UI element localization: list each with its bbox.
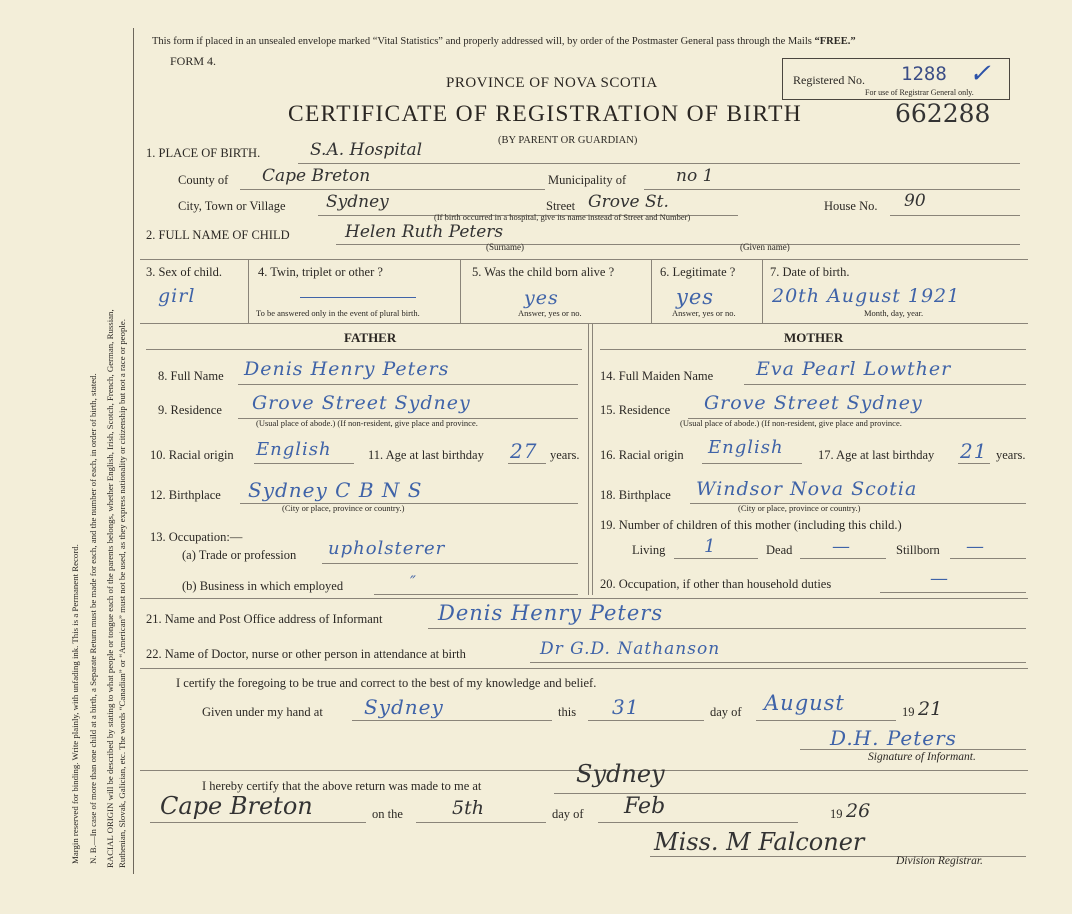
racial-origin-note: RACIAL ORIGIN will be described by stating to what people or tongue each of the parents belongs, whether English, Irish, Scotch, French, German, Russian, [105,309,115,868]
dead-label: Dead [766,543,793,557]
registrar-note: For use of Registrar General only. [865,88,974,97]
registrar-place-value: Sydney [576,760,665,788]
trade-value: upholsterer [328,538,446,559]
parents-divider [588,323,589,595]
mother-years: years. [996,448,1026,462]
parents-divider-2 [592,323,593,595]
nb-note: N. B.—In case of more than one child at a birth, a Separate Return must be made for each, and the number of each, in order of birth, stated. [88,373,98,864]
racial-origin-note-2: Ruthenian, Slovak, Galician, etc. The words “Canadian” or “American” must not be used, as they express nationality or citizenship but not a race or people. [117,319,127,868]
mother-birthplace-value: Windsor Nova Scotia [696,478,918,500]
mother-birthplace-label: 18. Birthplace [600,488,671,502]
father-heading: FATHER [344,330,397,345]
certify-day-line [588,720,704,721]
certificate-title: CERTIFICATE OF REGISTRATION OF BIRTH [288,101,802,127]
informant-signature: D.H. Peters [830,726,957,750]
details-divider-2 [460,259,461,323]
municipality-line [644,189,1020,190]
street-value: Grove St. [588,192,669,212]
child-name-line [336,244,1020,245]
father-residence-note: (Usual place of abode.) (If non-resident, give place and province. [256,418,478,428]
father-age-line [508,463,546,464]
mail-notice: This form if placed in an unsealed envelope marked “Vital Statistics” and properly addressed will, by order of the Postmaster General pass through the Mails “FREE.” [152,36,856,47]
stillborn-label: Stillborn [896,543,940,557]
mother-racial-label: 16. Racial origin [600,448,684,462]
father-name-value: Denis Henry Peters [244,358,450,380]
check-mark-icon: ✓ [969,59,991,89]
legitimate-note: Answer, yes or no. [672,308,736,318]
registrar-day-line [416,822,546,823]
mother-name-label: 14. Full Maiden Name [600,369,714,383]
father-racial-value: English [256,439,332,460]
details-divider-3 [651,259,652,323]
mother-age-line [958,463,990,464]
alive-label: 5. Was the child born alive ? [472,265,615,279]
father-birthplace-note: (City or place, province or country.) [282,503,405,513]
business-line [374,594,578,595]
house-label: House No. [824,199,878,213]
street-label: Street [546,199,576,213]
legitimate-label: 6. Legitimate ? [660,265,736,279]
father-birthplace-label: 12. Birthplace [150,488,221,502]
father-occupation-label: 13. Occupation:— [150,530,243,544]
mother-name-value: Eva Pearl Lowther [756,358,952,380]
child-name-value: Helen Ruth Peters [345,222,504,242]
section-rule [140,668,1028,669]
trade-line [322,563,578,564]
father-residence-label: 9. Residence [158,403,222,417]
informant-line [428,628,1026,629]
father-name-label: 8. Full Name [158,369,224,383]
registrar-month-value: Feb [624,794,666,819]
place-of-birth-label: 1. PLACE OF BIRTH. [146,146,261,160]
twin-note: To be answered only in the event of plural birth. [256,308,420,318]
father-racial-line [254,463,354,464]
father-age-value: 27 [510,439,538,463]
alive-value: yes [524,287,559,309]
registered-box [782,58,1010,100]
alive-note: Answer, yes or no. [518,308,582,318]
mother-occupation-label: 20. Occupation, if other than household duties [600,577,832,591]
father-residence-value: Grove Street Sydney [252,392,471,414]
twin-value-dash [300,297,416,298]
father-age-label: 11. Age at last birthday [368,448,484,462]
registrar-month-line [598,822,798,823]
mother-racial-line [702,463,802,464]
details-top-rule [140,259,1028,260]
margin-note: Margin reserved for binding. Write plainly, with unfading ink. This is a Permanent Record. [70,544,80,864]
mother-racial-value: English [708,437,784,458]
mother-birthplace-note: (City or place, province or country.) [738,503,861,513]
certificate-number: 662288 [895,99,991,128]
county-line [240,189,545,190]
signature-line [800,749,1026,750]
certificate-subtitle: (BY PARENT OR GUARDIAN) [498,135,638,146]
mother-age-label: 17. Age at last birthday [818,448,935,462]
mother-heading: MOTHER [784,330,844,345]
dob-label: 7. Date of birth. [770,265,850,279]
registrar-county-value: Cape Breton [160,792,313,820]
registrar-year-prefix: 19 [830,807,843,821]
dead-line [800,558,886,559]
stillborn-value: — [966,536,985,557]
form-number: FORM 4. [170,54,217,68]
sex-value: girl [158,285,196,307]
form-border-left [133,28,134,874]
stillborn-line [950,558,1026,559]
county-label: County of [178,173,229,187]
city-value: Sydney [326,192,389,212]
details-divider-1 [248,259,249,323]
living-line [674,558,758,559]
informant-label: 21. Name and Post Office address of Informant [146,612,383,626]
dob-value: 20th August 1921 [772,285,961,307]
details-bottom-rule [140,323,1028,324]
business-value: ″ [410,572,417,591]
place-of-birth-value: S.A. Hospital [310,140,423,160]
father-name-line [238,384,578,385]
business-label: (b) Business in which employed [182,579,344,593]
registered-label: Registered No. [793,73,865,87]
father-years: years. [550,448,580,462]
hospital-note: (If birth occurred in a hospital, give its name instead of Street and Number) [434,212,691,222]
twin-label: 4. Twin, triplet or other ? [258,265,383,279]
living-label: Living [632,543,666,557]
registrar-day-of-label: day of [552,807,584,821]
children-count-label: 19. Number of children of this mother (including this child.) [600,518,902,532]
sex-label: 3. Sex of child. [146,265,223,279]
registrar-label: Division Registrar. [896,855,983,867]
living-value: 1 [704,536,717,557]
place-line [298,163,1020,164]
mother-occupation-value: — [930,568,949,589]
child-name-label: 2. FULL NAME OF CHILD [146,228,290,242]
dead-value: — [832,536,851,557]
municipality-label: Municipality of [548,173,627,187]
given-place-value: Sydney [364,695,444,719]
mother-age-value: 21 [960,439,988,463]
province-heading: PROVINCE OF NOVA SCOTIA [446,75,658,91]
certify-month-value: August [764,691,845,715]
this-label: this [558,705,577,719]
registered-number: 1288 [901,63,947,85]
details-divider-4 [762,259,763,323]
father-racial-label: 10. Racial origin [150,448,234,462]
certify-year-prefix: 19 [902,705,915,719]
informant-value: Denis Henry Peters [438,601,664,625]
mother-name-line [744,384,1026,385]
certify-month-line [756,720,896,721]
dob-note: Month, day, year. [864,308,924,318]
mother-heading-rule [600,349,1026,350]
signature-label: Signature of Informant. [868,751,976,763]
house-value: 90 [904,191,926,211]
given-name-note: (Given name) [740,242,790,252]
certify-statement: I certify the foregoing to be true and correct to the best of my knowledge and belief. [176,676,597,690]
doctor-value: Dr G.D. Nathanson [540,639,721,659]
given-label: Given under my hand at [202,705,323,719]
surname-note: (Surname) [486,242,524,252]
legitimate-value: yes [676,285,715,309]
on-the-label: on the [372,807,403,821]
doctor-label: 22. Name of Doctor, nurse or other person in attendance at birth [146,647,466,661]
parents-bottom-rule [140,598,1028,599]
house-line [890,215,1020,216]
mother-occupation-line [880,592,1026,593]
father-heading-rule [146,349,582,350]
given-place-line [352,720,552,721]
trade-label: (a) Trade or profession [182,548,297,562]
mother-residence-note: (Usual place of abode.) (If non-resident, give place and province. [680,418,902,428]
municipality-value: no 1 [676,166,714,186]
registrar-day-value: 5th [452,797,484,819]
registrar-year-value: 26 [846,800,871,822]
day-of-label: day of [710,705,742,719]
registrar-signature: Miss. M Falconer [654,828,865,856]
city-label: City, Town or Village [178,199,286,213]
county-value: Cape Breton [262,166,371,186]
certify-day-value: 31 [612,695,640,719]
father-birthplace-value: Sydney C B N S [248,478,423,502]
registrar-statement: I hereby certify that the above return was made to me at [202,779,482,793]
doctor-line [530,662,1026,663]
registrar-county-line [150,822,366,823]
mother-residence-label: 15. Residence [600,403,671,417]
certify-year-value: 21 [918,698,943,720]
mother-residence-value: Grove Street Sydney [704,392,923,414]
